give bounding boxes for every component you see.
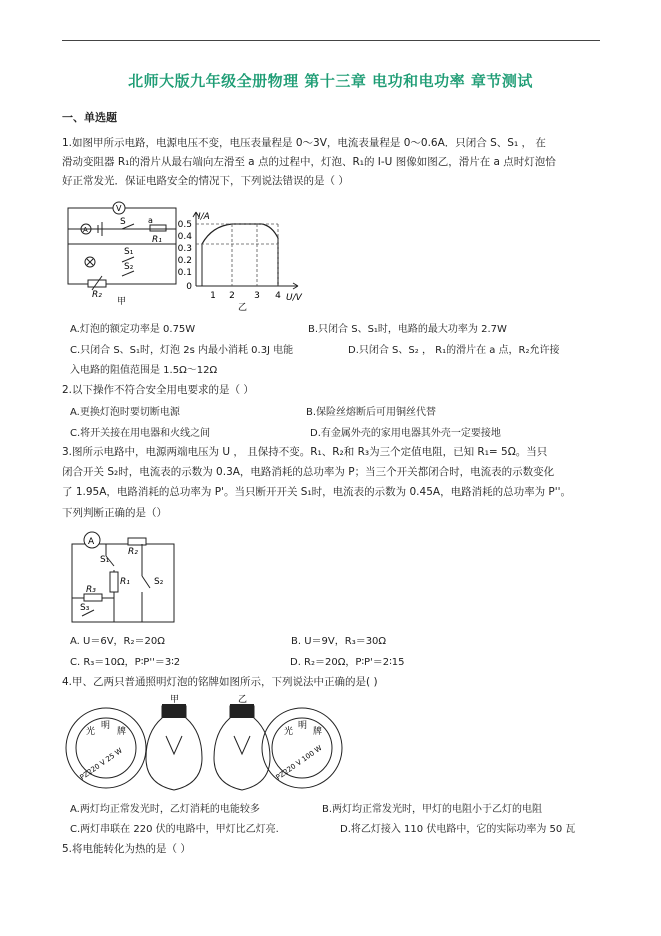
q3-switch-s3-label: S₃ — [80, 603, 90, 613]
q1-ammeter-label: A — [83, 226, 88, 234]
q1-y-tick: 0 — [186, 282, 192, 292]
q3-stem-line-1: 3.图所示电路中，电源两端电压为 U ， 且保持不变。R₁、R₂和 R₃为三个定值电阻，已知 R₁= 5Ω。当只 — [62, 446, 548, 458]
q4-left-plate-rating: PZ220 V 25 W — [78, 746, 124, 782]
q1-fig-jia-caption: 甲 — [117, 297, 127, 306]
q1-fig-yi-caption: 乙 — [238, 303, 248, 312]
q1-y-tick: 0.3 — [177, 244, 192, 254]
q1-y-tick: 0.4 — [177, 232, 192, 242]
q4-stem: 4.甲、乙两只普通照明灯泡的铭牌如图所示，下列说法中正确的是( ) — [62, 676, 378, 688]
q1-voltmeter-label: V — [116, 204, 122, 213]
q5-stem: 5.将电能转化为热的是（ ） — [62, 843, 191, 855]
header-rule — [62, 40, 600, 41]
q1-stem-line-3: 好正常发光．保证电路安全的情况下，下列说法错误的是（ ） — [62, 175, 349, 187]
q2-option-a: A.更换灯泡时要切断电源 — [70, 407, 180, 418]
q4-option-c: C.两灯串联在 220 伏的电路中，甲灯比乙灯亮. — [70, 824, 279, 835]
section-heading: 一、单选题 — [62, 111, 117, 124]
document-title: 北师大版九年级全册物理 第十三章 电功和电功率 章节测试 — [128, 72, 533, 90]
q1-y-tick: 0.5 — [177, 220, 192, 230]
q1-x-tick: 3 — [254, 291, 260, 301]
q1-option-b: B.只闭合 S、S₁时，电路的最大功率为 2.7W — [308, 324, 507, 335]
q4-option-d: D.将乙灯接入 110 伏电路中，它的实际功率为 50 瓦 — [340, 824, 576, 835]
q1-option-c: C.只闭合 S、S₁时，灯泡 2s 内最小消耗 0.3J 电能 — [70, 345, 294, 356]
q3-switch-s2-label: S₂ — [154, 577, 164, 587]
q3-ammeter-label: A — [88, 537, 95, 547]
q2-option-d: D.有金属外壳的家用电器其外壳一定要接地 — [310, 428, 501, 439]
q4-right-plate-rating: PZ220 V 100 W — [274, 744, 324, 782]
q1-stem-line-1: 1.如图甲所示电路，电源电压不变，电压表量程是 0～3V，电流表量程是 0～0.6A．只闭合 S、S₁ ， 在 — [62, 137, 546, 149]
q4-option-b: B.两灯均正常发光时，甲灯的电阻小于乙灯的电阻 — [322, 804, 543, 815]
q1-option-d-line-1: D.只闭合 S、S₂ ， R₁的滑片在 a 点，R₂允许接 — [348, 345, 560, 356]
q1-circuit-diagram-jia — [62, 200, 180, 306]
q1-r2-label: R₂ — [92, 290, 102, 300]
q2-option-b: B.保险丝熔断后可用铜丝代替 — [306, 407, 437, 418]
q1-y-tick: 0.1 — [177, 268, 192, 278]
q3-stem-line-3: 了 1.95A，电路消耗的总功率为 P'。当只断开开关 S₁时，电流表的示数为 0.45A，电路消耗的总功率为 P''。 — [62, 486, 572, 498]
q3-stem-line-2: 闭合开关 S₂时，电流表的示数为 0.3A，电路消耗的总功率为 P；当三个开关都闭合时，电流表的示数变化 — [62, 466, 555, 478]
q3-option-d: D. R₂＝20Ω，P∶P'＝2∶15 — [290, 657, 405, 668]
q1-point-a-label: a — [148, 216, 153, 225]
q1-graph-y-unit: I/A — [198, 212, 210, 222]
q3-r1-label: R₁ — [120, 577, 130, 587]
q3-option-a: A. U＝6V，R₂＝20Ω — [70, 636, 165, 647]
q3-r3-label: R₃ — [86, 585, 96, 595]
q3-option-b: B. U＝9V，R₃＝30Ω — [291, 636, 387, 647]
q1-option-d-line-2: 入电路的阻值范围是 1.5Ω～12Ω — [70, 365, 218, 376]
q2-option-c: C.将开关接在用电器和火线之间 — [70, 428, 211, 439]
q4-left-plate-brand-2: 明 — [101, 721, 111, 731]
q4-right-plate-brand-3: 牌 — [313, 727, 323, 737]
q1-switch-s1-label: S₁ — [124, 247, 134, 257]
q1-stem-line-2: 滑动变阻器 R₁的滑片从最右端向左滑至 a 点的过程中，灯泡、R₁的 I-U 图像如图乙，滑片在 a 点时灯泡恰 — [62, 156, 556, 168]
q1-x-tick: 2 — [229, 291, 235, 301]
q3-switch-s1-label: S₁ — [100, 555, 110, 565]
q1-x-tick: 4 — [275, 291, 281, 301]
q4-left-plate-brand-1: 光 — [86, 727, 96, 737]
q1-switch-s2-label: S₂ — [124, 262, 134, 272]
q3-circuit-diagram — [62, 526, 182, 626]
q3-r2-label: R₂ — [128, 547, 138, 557]
q4-right-plate-brand-2: 明 — [298, 721, 308, 731]
q4-bulb-yi-label: 乙 — [238, 695, 248, 705]
q3-option-c: C. R₃＝10Ω，P∶P''＝3∶2 — [70, 657, 181, 668]
q1-option-a: A.灯泡的额定功率是 0.75W — [70, 324, 196, 335]
q2-stem: 2.以下操作不符合安全用电要求的是（ ） — [62, 384, 254, 396]
q3-stem-line-4: 下列判断正确的是（） — [62, 507, 167, 519]
q1-iu-graph-yi — [172, 208, 312, 312]
q4-left-plate-brand-3: 牌 — [117, 727, 127, 737]
q1-switch-s-label: S — [120, 217, 126, 227]
q4-bulb-nameplates-figure — [62, 692, 346, 794]
q1-y-tick: 0.2 — [177, 256, 192, 266]
q4-option-a: A.两灯均正常发光时，乙灯消耗的电能较多 — [70, 804, 260, 815]
q1-x-tick: 1 — [210, 291, 216, 301]
q4-right-plate-brand-1: 光 — [284, 727, 294, 737]
q4-bulb-jia-label: 甲 — [170, 695, 180, 705]
q1-r1-label: R₁ — [152, 235, 162, 245]
q1-graph-x-unit: U/V — [286, 293, 302, 303]
